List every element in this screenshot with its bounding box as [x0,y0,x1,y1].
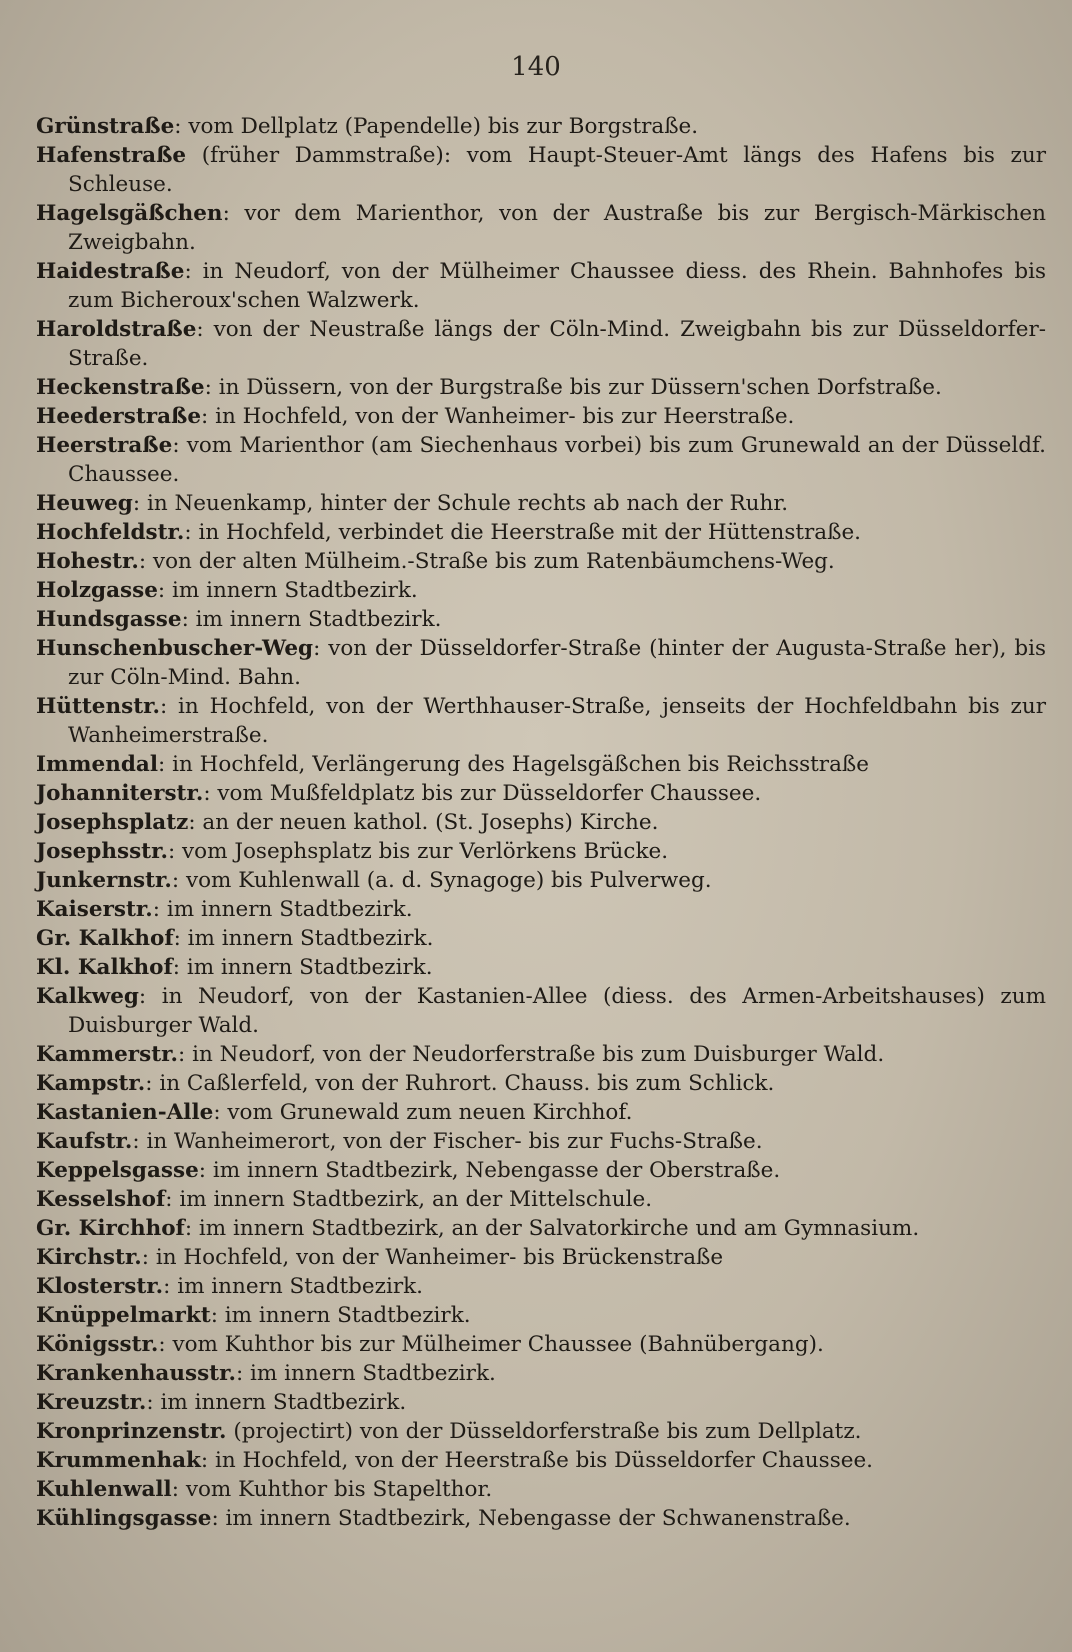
street-description: vom Kuhthor bis zur Mülheimer Chaussee (Bahnübergang). [172,1332,824,1357]
separator: : [203,781,218,806]
separator [186,143,202,168]
street-name: Hunschenbuscher-Weg [36,636,314,661]
separator: : [313,636,329,661]
street-entry [36,257,1046,315]
separator: : [174,114,189,139]
street-description: vom Grunewald zum neuen Kirchhof. [227,1100,633,1125]
separator: : [188,810,203,835]
street-description: im innern Stadtbezirk, Nebengasse der Oberstraße. [212,1158,781,1183]
street-description: vom Mußfeldplatz bis zur Düsseldorfer Chaussee. [217,781,762,806]
street-entry [36,605,1046,634]
separator: : [172,955,187,980]
street-description: an der neuen kathol. (St. Josephs) Kirche. [202,810,659,835]
street-name: Kaufstr. [36,1129,133,1154]
separator: : [201,404,216,429]
street-description: im innern Stadtbezirk, an der Mittelschule. [179,1187,653,1212]
street-description: von der Düsseldorfer-Straße (hinter der Augusta-Straße her), bis zur Cöln-Mind. Bahn. [68,636,1047,690]
street-entry [36,489,1046,518]
street-name: Haidestraße [36,259,185,284]
separator: : [184,520,199,545]
street-description: im innern Stadtbezirk. [250,1361,496,1386]
separator: : [163,1274,178,1299]
street-name: Krummenhak [36,1448,201,1473]
street-name: Hagelsgäßchen [36,201,223,226]
separator: : [145,1071,160,1096]
separator: : [160,694,179,719]
street-name: Kronprinzenstr. [36,1419,227,1444]
street-entry [36,1069,1046,1098]
street-entry [36,1504,1046,1533]
street-description: im innern Stadtbezirk. [171,578,418,603]
street-entry [36,1417,1046,1446]
separator: : [184,259,203,284]
street-name: Kaiserstr. [36,897,153,922]
street-description: im innern Stadtbezirk. [195,607,442,632]
street-description: im innern Stadtbezirk. [177,1274,423,1299]
street-name: Knüppelmarkt [36,1303,211,1328]
separator: : [173,926,188,951]
street-name: Keppelsgasse [36,1158,199,1183]
street-description: in Neuenkamp, hinter der Schule rechts ab nach der Ruhr. [146,491,789,516]
street-description: im innern Stadtbezirk. [224,1303,471,1328]
street-description: in Caßlerfeld, von der Ruhrort. Chauss. bis zum Schlick. [159,1071,775,1096]
separator: : [165,1187,180,1212]
street-name: Kampstr. [36,1071,146,1096]
street-name: Kammerstr. [36,1042,178,1067]
street-entry [36,431,1046,489]
separator: : [138,984,162,1009]
street-description: im innern Stadtbezirk. [186,955,433,980]
street-entry [36,1185,1046,1214]
separator: : [158,1332,173,1357]
street-name: Kreuzstr. [36,1390,147,1415]
separator: : [210,1303,225,1328]
street-description: vom Josephsplatz bis zur Verlörkens Brücke. [182,839,669,864]
street-name: Immendal [36,752,158,777]
street-description: in Hochfeld, von der Wanheimer- bis zur Heerstraße. [215,404,795,429]
separator: : [200,1448,215,1473]
street-description: im innern Stadtbezirk, Nebengasse der Schwanenstraße. [225,1506,851,1531]
street-description: in Hochfeld, von der Heerstraße bis Düsseldorfer Chaussee. [215,1448,874,1473]
street-entry [36,692,1046,750]
street-entry [36,1446,1046,1475]
street-name: Gr. Kirchhof [36,1216,185,1241]
street-description: in Hochfeld, verbindet die Heerstraße mit der Hüttenstraße. [198,520,862,545]
separator: : [146,1390,161,1415]
separator: : [158,752,173,777]
street-entry [36,315,1046,373]
street-entry [36,779,1046,808]
street-description: in Hochfeld, Verlängerung des Hagelsgäßchen bis Reichsstraße [172,752,869,777]
separator: : [196,317,214,342]
street-description: (projectirt) von der Düsseldorferstraße bis zum Dellplatz. [233,1419,862,1444]
separator: : [141,1245,156,1270]
street-entry [36,1243,1046,1272]
street-entry [36,1127,1046,1156]
separator: : [171,868,186,893]
separator: : [138,549,153,574]
street-entry [36,576,1046,605]
street-name: Johanniterstr. [36,781,204,806]
street-name: Heuweg [36,491,133,516]
street-description: vom Marienthor (am Siechenhaus vorbei) bis zum Grunewald an der Düsseldf. Chaussee. [68,433,1046,487]
street-name: Klosterstr. [36,1274,164,1299]
street-entry [36,1359,1046,1388]
street-description: in Neudorf, von der Mülheimer Chaussee diess. des Rhein. Bahnhofes bis zum Bicheroux'schen Walzwerk. [68,259,1046,313]
separator: : [178,1042,193,1067]
street-name: Holzgasse [36,578,158,603]
separator: : [152,897,167,922]
street-entry [36,866,1046,895]
street-name: Grünstraße [36,114,175,139]
street-name: Hochfeldstr. [36,520,185,545]
street-name: Königsstr. [36,1332,159,1357]
street-entry [36,837,1046,866]
street-description: im innern Stadtbezirk. [166,897,413,922]
street-name: Heerstraße [36,433,173,458]
street-name: Kühlingsgasse [36,1506,212,1531]
separator: : [184,1216,199,1241]
street-name: Krankenhausstr. [36,1361,236,1386]
street-description: vom Dellplatz (Papendelle) bis zur Borgstraße. [188,114,699,139]
street-description: vom Kuhlenwall (a. d. Synagoge) bis Pulverweg. [185,868,712,893]
street-entry [36,547,1046,576]
street-entry [36,1214,1046,1243]
street-description: (früher Dammstraße): vom Haupt-Steuer-Amt längs des Hafens bis zur Schleuse. [68,143,1046,197]
separator: : [132,1129,147,1154]
street-entry [36,1040,1046,1069]
street-entry [36,1388,1046,1417]
street-entry [36,924,1046,953]
street-name: Hüttenstr. [36,694,160,719]
street-name: Josephsstr. [36,839,168,864]
street-entry [36,112,1046,141]
street-name: Kuhlenwall [36,1477,172,1502]
street-entry [36,199,1046,257]
street-description: in Neudorf, von der Kastanien-Allee (diess. des Armen-Arbeitshauses) zum Duisburger Wald. [68,984,1046,1038]
separator: : [181,607,196,632]
page-number: 140 [511,52,561,82]
street-description: im innern Stadtbezirk. [160,1390,407,1415]
street-entry [36,1272,1046,1301]
street-description: vor dem Marienthor, von der Austraße bis zur Bergisch-Märkischen Zweigbahn. [68,201,1047,255]
street-entry [36,634,1046,692]
street-name: Josephsplatz [36,810,189,835]
street-name: Hohestr. [36,549,139,574]
street-entry [36,1156,1046,1185]
street-entry [36,1098,1046,1127]
street-name: Hafenstraße [36,143,187,168]
street-description: in Hochfeld, von der Wanheimer- bis Brückenstraße [155,1245,724,1270]
separator: : [157,578,172,603]
separator: : [198,1158,213,1183]
street-entry [36,1330,1046,1359]
street-description: im innern Stadtbezirk. [187,926,434,951]
separator: : [222,201,245,226]
separator: : [235,1361,251,1386]
street-description: im innern Stadtbezirk, an der Salvatorkirche und am Gymnasium. [198,1216,920,1241]
street-directory-list [36,112,1046,1533]
street-name: Hundsgasse [36,607,182,632]
street-name: Kalkweg [36,984,139,1009]
street-entry [36,518,1046,547]
street-description: in Düssern, von der Burgstraße bis zur Düssern'schen Dorfstraße. [218,375,942,400]
street-name: Heckenstraße [36,375,205,400]
street-entry [36,1301,1046,1330]
street-entry [36,1475,1046,1504]
street-description: von der Neustraße längs der Cöln-Mind. Zweigbahn bis zur Düsseldorfer-Straße. [68,317,1046,371]
street-name: Gr. Kalkhof [36,926,174,951]
street-entry [36,808,1046,837]
separator: : [167,839,183,864]
street-entry [36,895,1046,924]
street-entry [36,373,1046,402]
street-description: vom Kuhthor bis Stapelthor. [185,1477,493,1502]
separator: : [172,433,187,458]
street-description: von der alten Mülheim.-Straße bis zum Ratenbäumchens-Weg. [152,549,835,574]
street-description: in Hochfeld, von der Werthhauser-Straße, jenseits der Hochfeldbahn bis zur Wanheimerstraße. [68,694,1047,748]
separator: : [213,1100,228,1125]
street-description: in Neudorf, von der Neudorferstraße bis zum Duisburger Wald. [192,1042,885,1067]
street-entry [36,141,1046,199]
street-name: Kirchstr. [36,1245,142,1270]
street-name: Kl. Kalkhof [36,955,173,980]
separator: : [204,375,219,400]
street-description: in Wanheimerort, von der Fischer- bis zur Fuchs-Straße. [146,1129,763,1154]
street-entry [36,402,1046,431]
street-name: Haroldstraße [36,317,197,342]
street-name: Kesselshof [36,1187,166,1212]
separator: : [211,1506,226,1531]
street-entry [36,750,1046,779]
street-name: Junkernstr. [36,868,172,893]
street-name: Heederstraße [36,404,202,429]
separator: : [171,1477,186,1502]
street-name: Kastanien-Alle [36,1100,214,1125]
separator: : [132,491,147,516]
street-entry [36,953,1046,982]
street-entry [36,982,1046,1040]
